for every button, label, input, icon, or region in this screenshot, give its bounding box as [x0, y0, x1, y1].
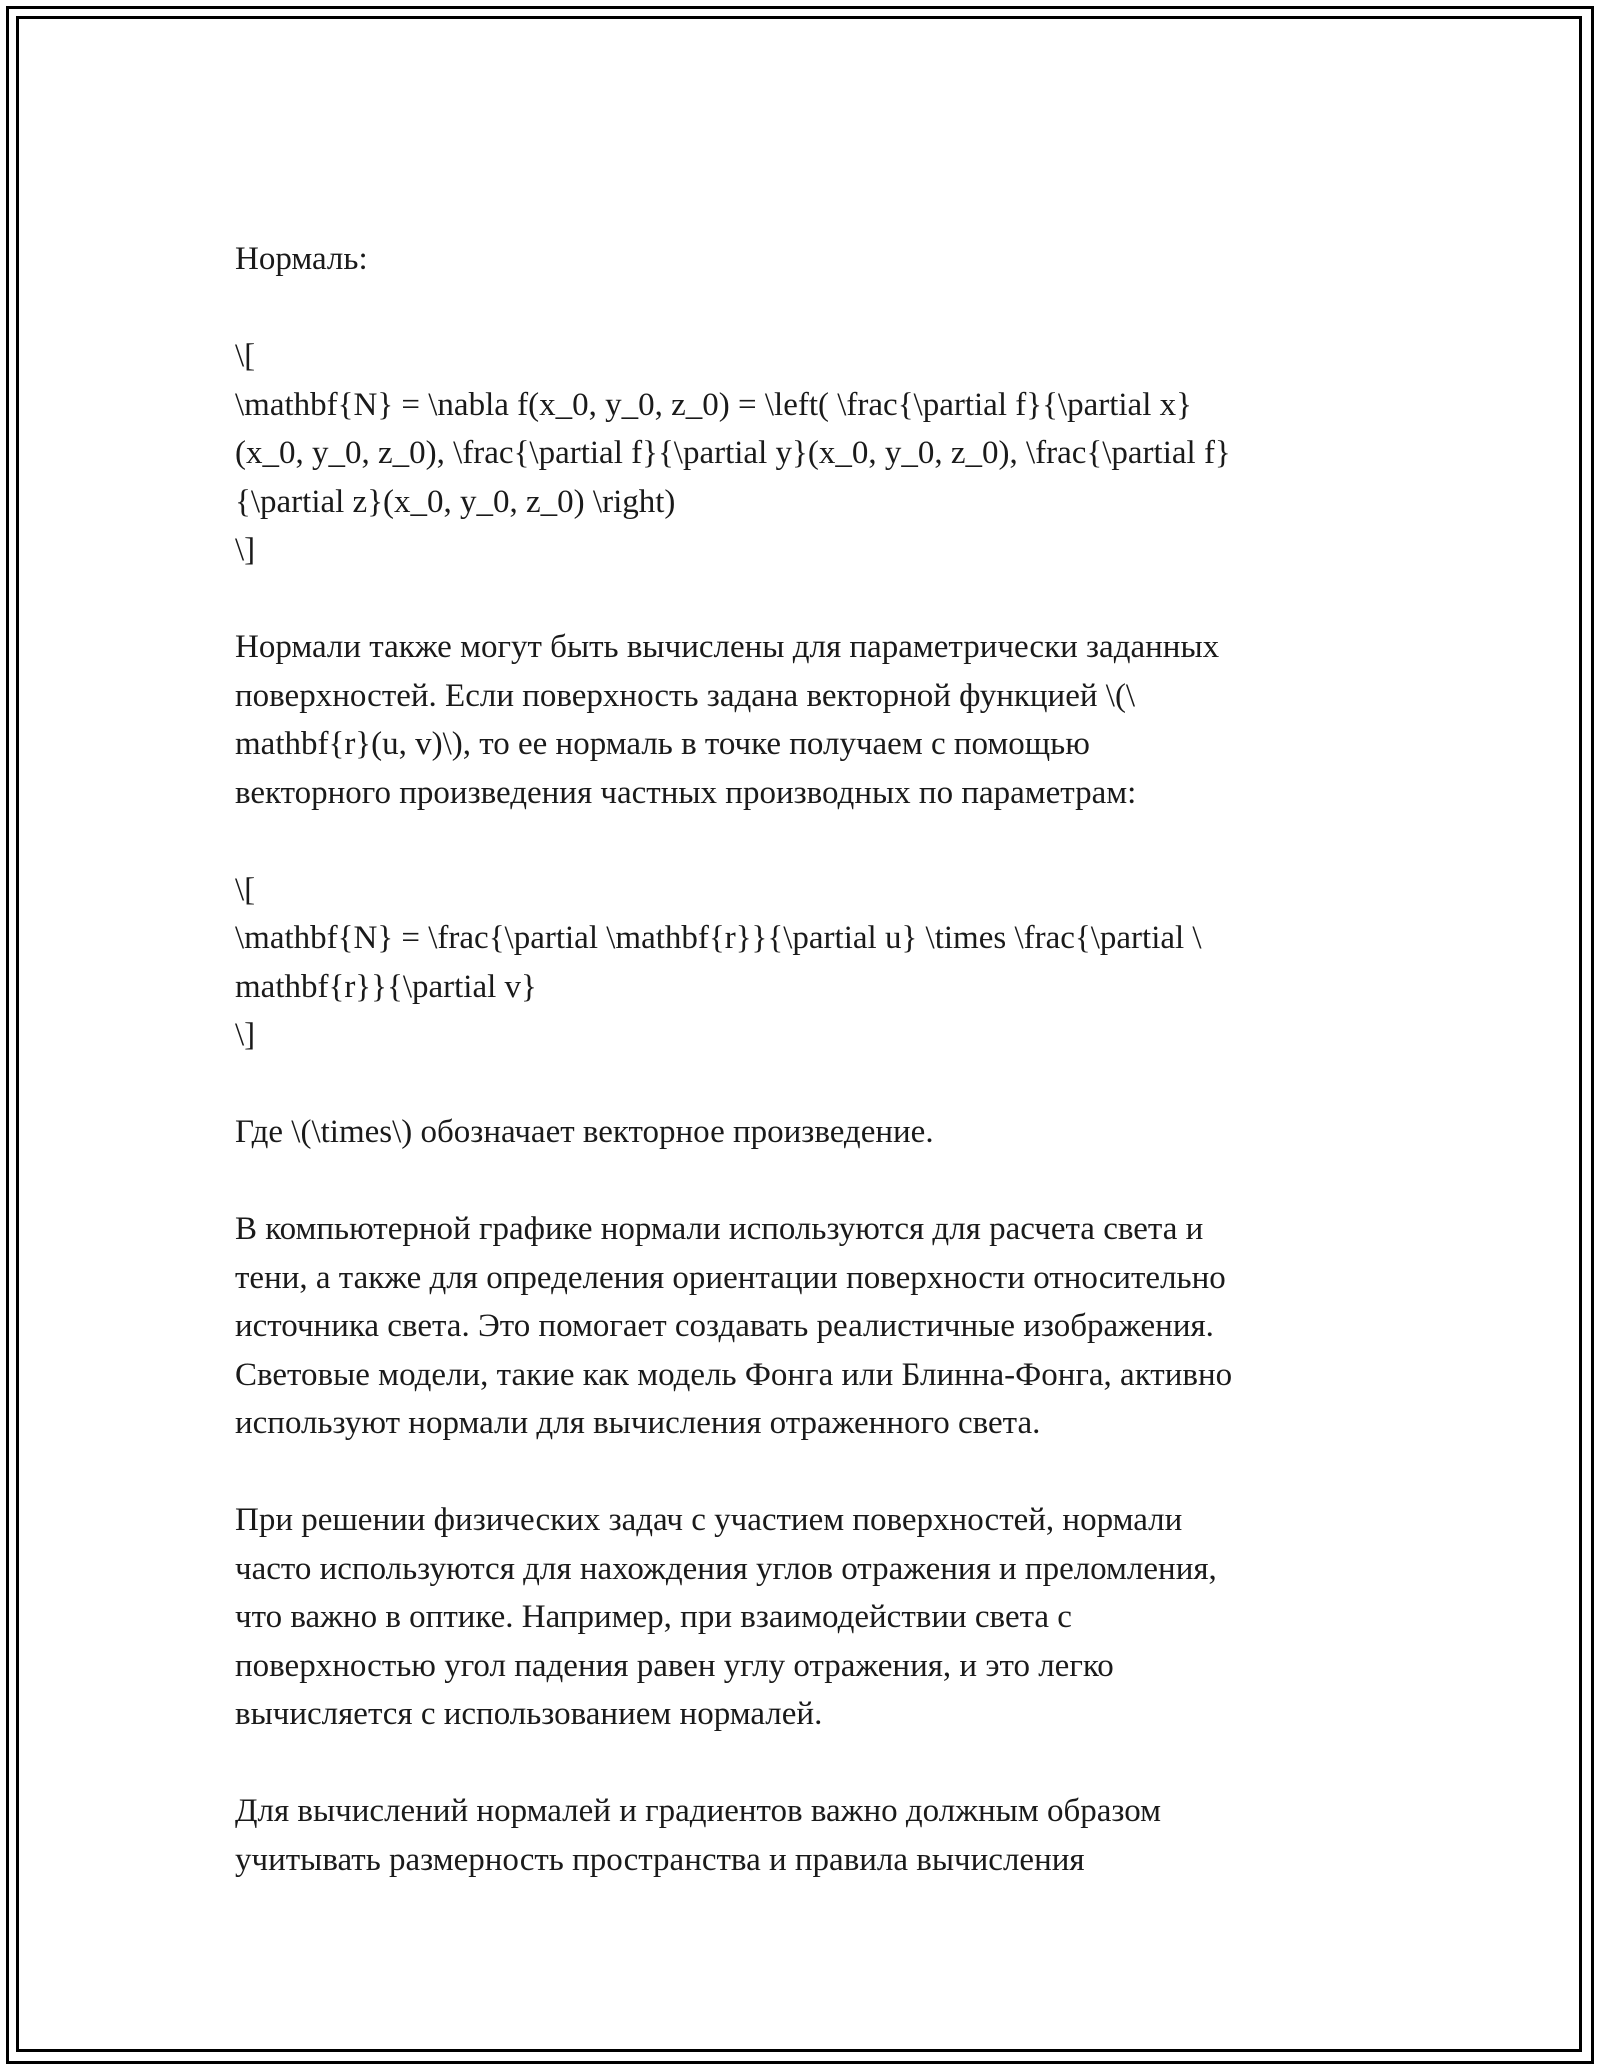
paragraph-parametric-surfaces: Нормали также могут быть вычислены для параметрически заданных поверхностей. Если поверхность задана векторной функцией \(\ mathbf{r}(u, v)\), то ее нормаль в точке получаем с помощью векторного произведения частных производных по параметрам:	[235, 629, 1220, 811]
document-body	[235, 235, 1365, 1884]
formula-cross-product-normal: \[ \mathbf{N} = \frac{\partial \mathbf{r}}{\partial u} \times \frac{\partial \ mathbf{r}}{\partial v} \]	[235, 871, 1202, 1053]
paragraph-physics-optics: При решении физических задач с участием поверхностей, нормали часто используются для нахождения углов отражения и преломления, что важно в оптике. Например, при взаимодействии света с поверхностью угол падения равен углу отражения, и это легко вычисляется с использованием нормалей.	[235, 1502, 1217, 1732]
heading-normal: Нормаль:	[235, 241, 368, 277]
paragraph-computer-graphics: В компьютерной графике нормали используются для расчета света и тени, а также для определения ориентации поверхности относительно источника света. Это помогает создавать реалистичные изображения. Световые модели, такие как модель Фонга или Блинна-Фонга, активно используют нормали для вычисления отраженного света.	[235, 1211, 1233, 1441]
paragraph-dimensionality: Для вычислений нормалей и градиентов важно должным образом учитывать размерность пространства и правила вычисления	[235, 1793, 1161, 1878]
formula-gradient-normal: \[ \mathbf{N} = \nabla f(x_0, y_0, z_0) = \left( \frac{\partial f}{\partial x} (x_0, y_0, z_0), \frac{\partial f}{\partial y}(x_0, y_0, z_0), \frac{\partial f} {\partial z}(x_0, y_0, z_0) \right) \]	[235, 338, 1231, 568]
paragraph-times-definition: Где \(\times\) обозначает векторное произведение.	[235, 1114, 934, 1150]
